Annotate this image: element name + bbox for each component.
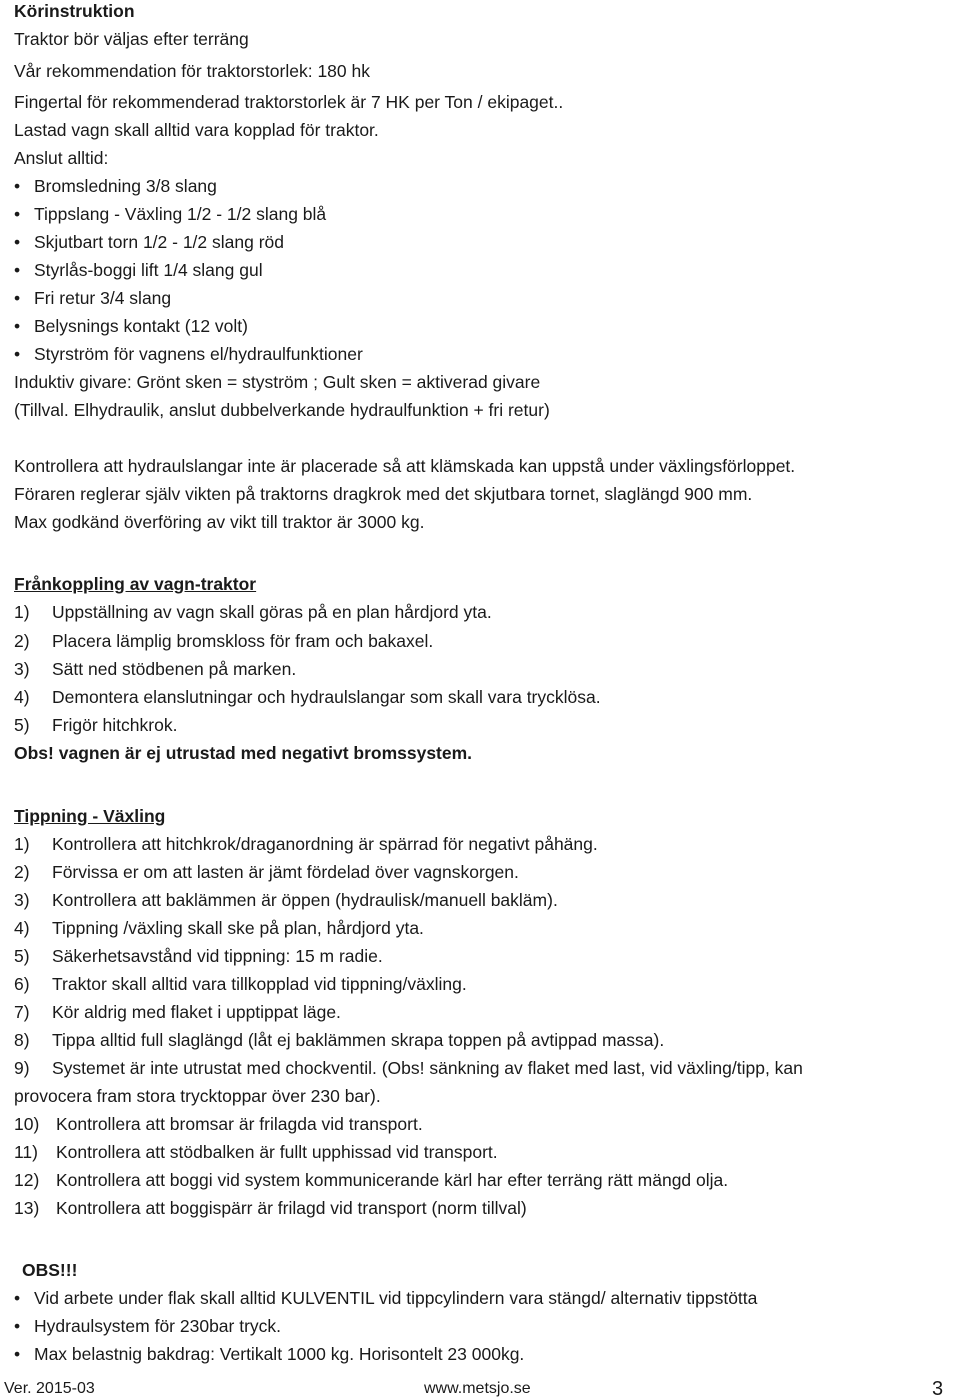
list-item: • Fri retur 3/4 slang <box>14 288 172 308</box>
text-line: Vår rekommendation för traktorstorlek: 180 hk <box>14 61 370 81</box>
list-item-continuation: provocera fram stora trycktoppar över 230 bar). <box>14 1086 381 1106</box>
list-item: 5) Frigör hitchkrok. <box>14 715 178 735</box>
list-item: 12) Kontrollera att boggi vid system kommunicerande kärl har efter terräng rätt mängd olja. <box>14 1170 729 1190</box>
bullet-icon: • <box>14 1344 21 1364</box>
page-number: 3 <box>932 1378 944 1400</box>
section-heading-obs: OBS!!! <box>22 1260 78 1280</box>
list-item: • Bromsledning 3/8 slang <box>14 176 217 196</box>
list-item: 4) Tippning /växling skall ske på plan, hårdjord yta. <box>14 918 424 938</box>
list-item: 3) Kontrollera att baklämmen är öppen (hydraulisk/manuell bakläm). <box>14 890 558 910</box>
list-item: 1) Kontrollera att hitchkrok/draganordning är spärrad för negativt påhäng. <box>14 834 598 854</box>
list-item: 3) Sätt ned stödbenen på marken. <box>14 659 297 679</box>
list-item: 2) Förvissa er om att lasten är jämt fördelad över vagnskorgen. <box>14 862 519 882</box>
list-item: • Styrlås-boggi lift 1/4 slang gul <box>14 260 263 280</box>
text-line: Fingertal för rekommenderad traktorstorlek är 7 HK per Ton / ekipaget.. <box>14 92 564 112</box>
list-item: • Skjutbart torn 1/2 - 1/2 slang röd <box>14 232 284 252</box>
list-item: 1) Uppställning av vagn skall göras på en plan hårdjord yta. <box>14 602 492 622</box>
section-heading-frankoppling: Frånkoppling av vagn-traktor <box>14 574 257 594</box>
list-item: 6) Traktor skall alltid vara tillkopplad vid tippning/växling. <box>14 974 467 994</box>
text-line: Kontrollera att hydraulslangar inte är placerade så att klämskada kan uppstå under växlingsförloppet. <box>14 456 796 476</box>
footer-website: www.metsjo.se <box>424 1380 531 1397</box>
text-line: Max godkänd överföring av vikt till traktor är 3000 kg. <box>14 512 425 532</box>
bullet-icon: • <box>14 1288 21 1308</box>
list-item: • Vid arbete under flak skall alltid KULVENTIL vid tippcylindern vara stängd/ alternativ tippstötta <box>14 1288 758 1308</box>
list-item: 9) Systemet är inte utrustat med chockventil. (Obs! sänkning av flaket med last, vid växling/tipp, kan <box>14 1058 803 1078</box>
list-item: 8) Tippa alltid full slaglängd (låt ej baklämmen skrapa toppen på avtippad massa). <box>14 1030 665 1050</box>
section-heading-tippning: Tippning - Växling <box>14 806 166 826</box>
list-item: 11) Kontrollera att stödbalken är fullt upphissad vid transport. <box>14 1142 498 1162</box>
obs-warning: Obs! vagnen är ej utrustad med negativt bromssystem. <box>14 743 473 763</box>
bullet-icon: • <box>14 288 21 308</box>
list-item: • Hydraulsystem för 230bar tryck. <box>14 1316 282 1336</box>
text-line: (Tillval. Elhydraulik, anslut dubbelverkande hydraulfunktion + fri retur) <box>14 400 550 420</box>
list-item: • Styrström för vagnens el/hydraulfunktioner <box>14 344 363 364</box>
text-line: Anslut alltid: <box>14 148 109 168</box>
bullet-icon: • <box>14 344 21 364</box>
text-line: Induktiv givare: Grönt sken = styström ; Gult sken = aktiverad givare <box>14 372 541 392</box>
list-item: 10) Kontrollera att bromsar är frilagda vid transport. <box>14 1114 423 1134</box>
list-item: 13) Kontrollera att boggispärr är frilagd vid transport (norm tillval) <box>14 1198 527 1218</box>
list-item: 4) Demontera elanslutningar och hydraulslangar som skall vara trycklösa. <box>14 687 601 707</box>
bullet-icon: • <box>14 176 21 196</box>
bullet-icon: • <box>14 232 21 252</box>
bullet-icon: • <box>14 316 21 336</box>
bullet-icon: • <box>14 204 21 224</box>
text-line: Traktor bör väljas efter terräng <box>14 29 249 49</box>
list-item: 2) Placera lämplig bromskloss för fram och bakaxel. <box>14 631 434 651</box>
list-item: • Tippslang - Växling 1/2 - 1/2 slang blå <box>14 204 327 224</box>
footer-version: Ver. 2015-03 <box>4 1380 95 1397</box>
bullet-icon: • <box>14 260 21 280</box>
text-line: Föraren reglerar själv vikten på traktorns dragkrok med det skjutbara tornet, slaglängd 900 mm. <box>14 484 753 504</box>
bullet-icon: • <box>14 1316 21 1336</box>
list-item: 7) Kör aldrig med flaket i upptippat läge. <box>14 1002 341 1022</box>
section-heading-korinstruktion: Körinstruktion <box>14 1 135 21</box>
list-item: • Belysnings kontakt (12 volt) <box>14 316 248 336</box>
list-item: 5) Säkerhetsavstånd vid tippning: 15 m radie. <box>14 946 383 966</box>
list-item: • Max belastnig bakdrag: Vertikalt 1000 kg. Horisontelt 23 000kg. <box>14 1344 525 1364</box>
text-line: Lastad vagn skall alltid vara kopplad för traktor. <box>14 120 379 140</box>
